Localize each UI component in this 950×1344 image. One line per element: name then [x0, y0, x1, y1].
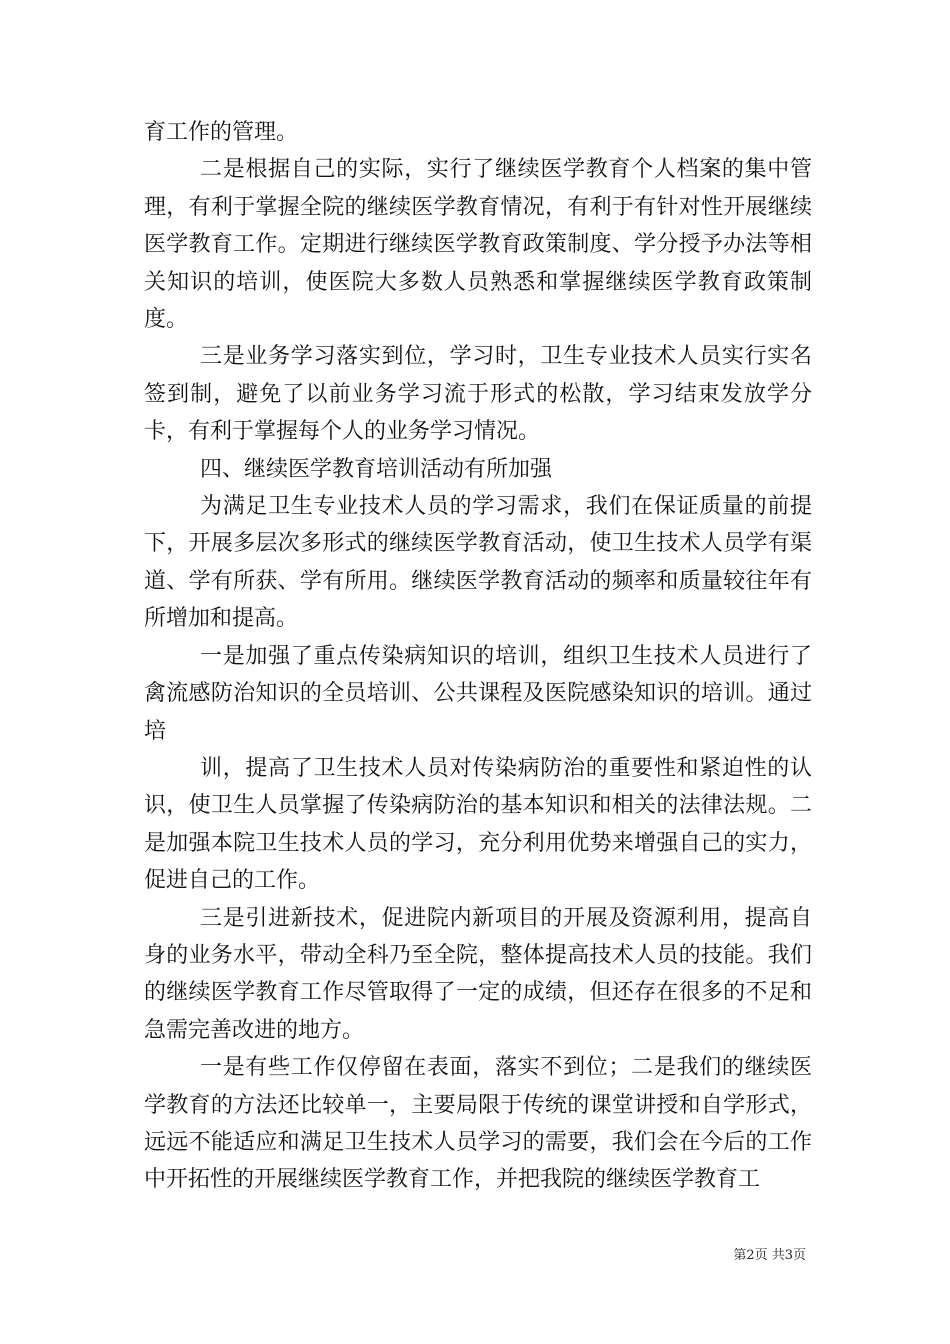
paragraph-study-attendance: 三是业务学习落实到位，学习时，卫生专业技术人员实行实名签到制，避免了以前业务学习流于形式的松散，学习结束发放学分卡，有利于掌握每个人的业务学习情况。: [144, 344, 812, 445]
paragraph-new-technology: 三是引进新技术，促进院内新项目的开展及资源利用，提高自身的业务水平，带动全科乃至全院，整体提高技术人员的技能。我们的继续医学教育工作尽管取得了一定的成绩，但还存在很多的不足和急需完善改进的地方。: [144, 905, 812, 1043]
page-number: 第2页 共3页: [733, 1248, 806, 1263]
paragraph-shortcomings: 一是有些工作仅停留在表面，落实不到位；二是我们的继续医学教育的方法还比较单一，主要局限于传统的课堂讲授和自学形式，远远不能适应和满足卫生技术人员学习的需要，我们会在今后的工作中开拓性的开展继续医学教育工作，并把我院的继续医学教育工: [144, 1055, 812, 1193]
body-text: [144, 114, 812, 1199]
paragraph-training-intro: 为满足卫生专业技术人员的学习需求，我们在保证质量的前提下，开展多层次多形式的继续医学教育活动，使卫生技术人员学有渠道、学有所获、学有所用。继续医学教育活动的频率和质量较往年有所增加和提高。: [144, 494, 812, 632]
paragraph-infectious-disease-training: 一是加强了重点传染病知识的培训，组织卫生技术人员进行了禽流感防治知识的全员培训、公共课程及医院感染知识的培训。通过培: [144, 643, 812, 744]
paragraph-continuation: 育工作的管理。: [144, 120, 299, 145]
paragraph-training-results: 训，提高了卫生技术人员对传染病防治的重要性和紧迫性的认识，使卫生人员掌握了传染病防治的基本知识和相关的法律法规。二是加强本院卫生技术人员的学习，充分利用优势来增强自己的实力，促进自己的工作。: [144, 755, 812, 894]
paragraph-archive-management: 二是根据自己的实际，实行了继续医学教育个人档案的集中管理，有利于掌握全院的继续医学教育情况，有利于有针对性开展继续医学教育工作。定期进行继续医学教育政策制度、学分授予办法等相关知识的培训，使医院大多数人员熟悉和掌握继续医学教育政策制度。: [144, 157, 812, 333]
section-heading-training: 四、继续医学教育培训活动有所加强: [200, 456, 553, 482]
